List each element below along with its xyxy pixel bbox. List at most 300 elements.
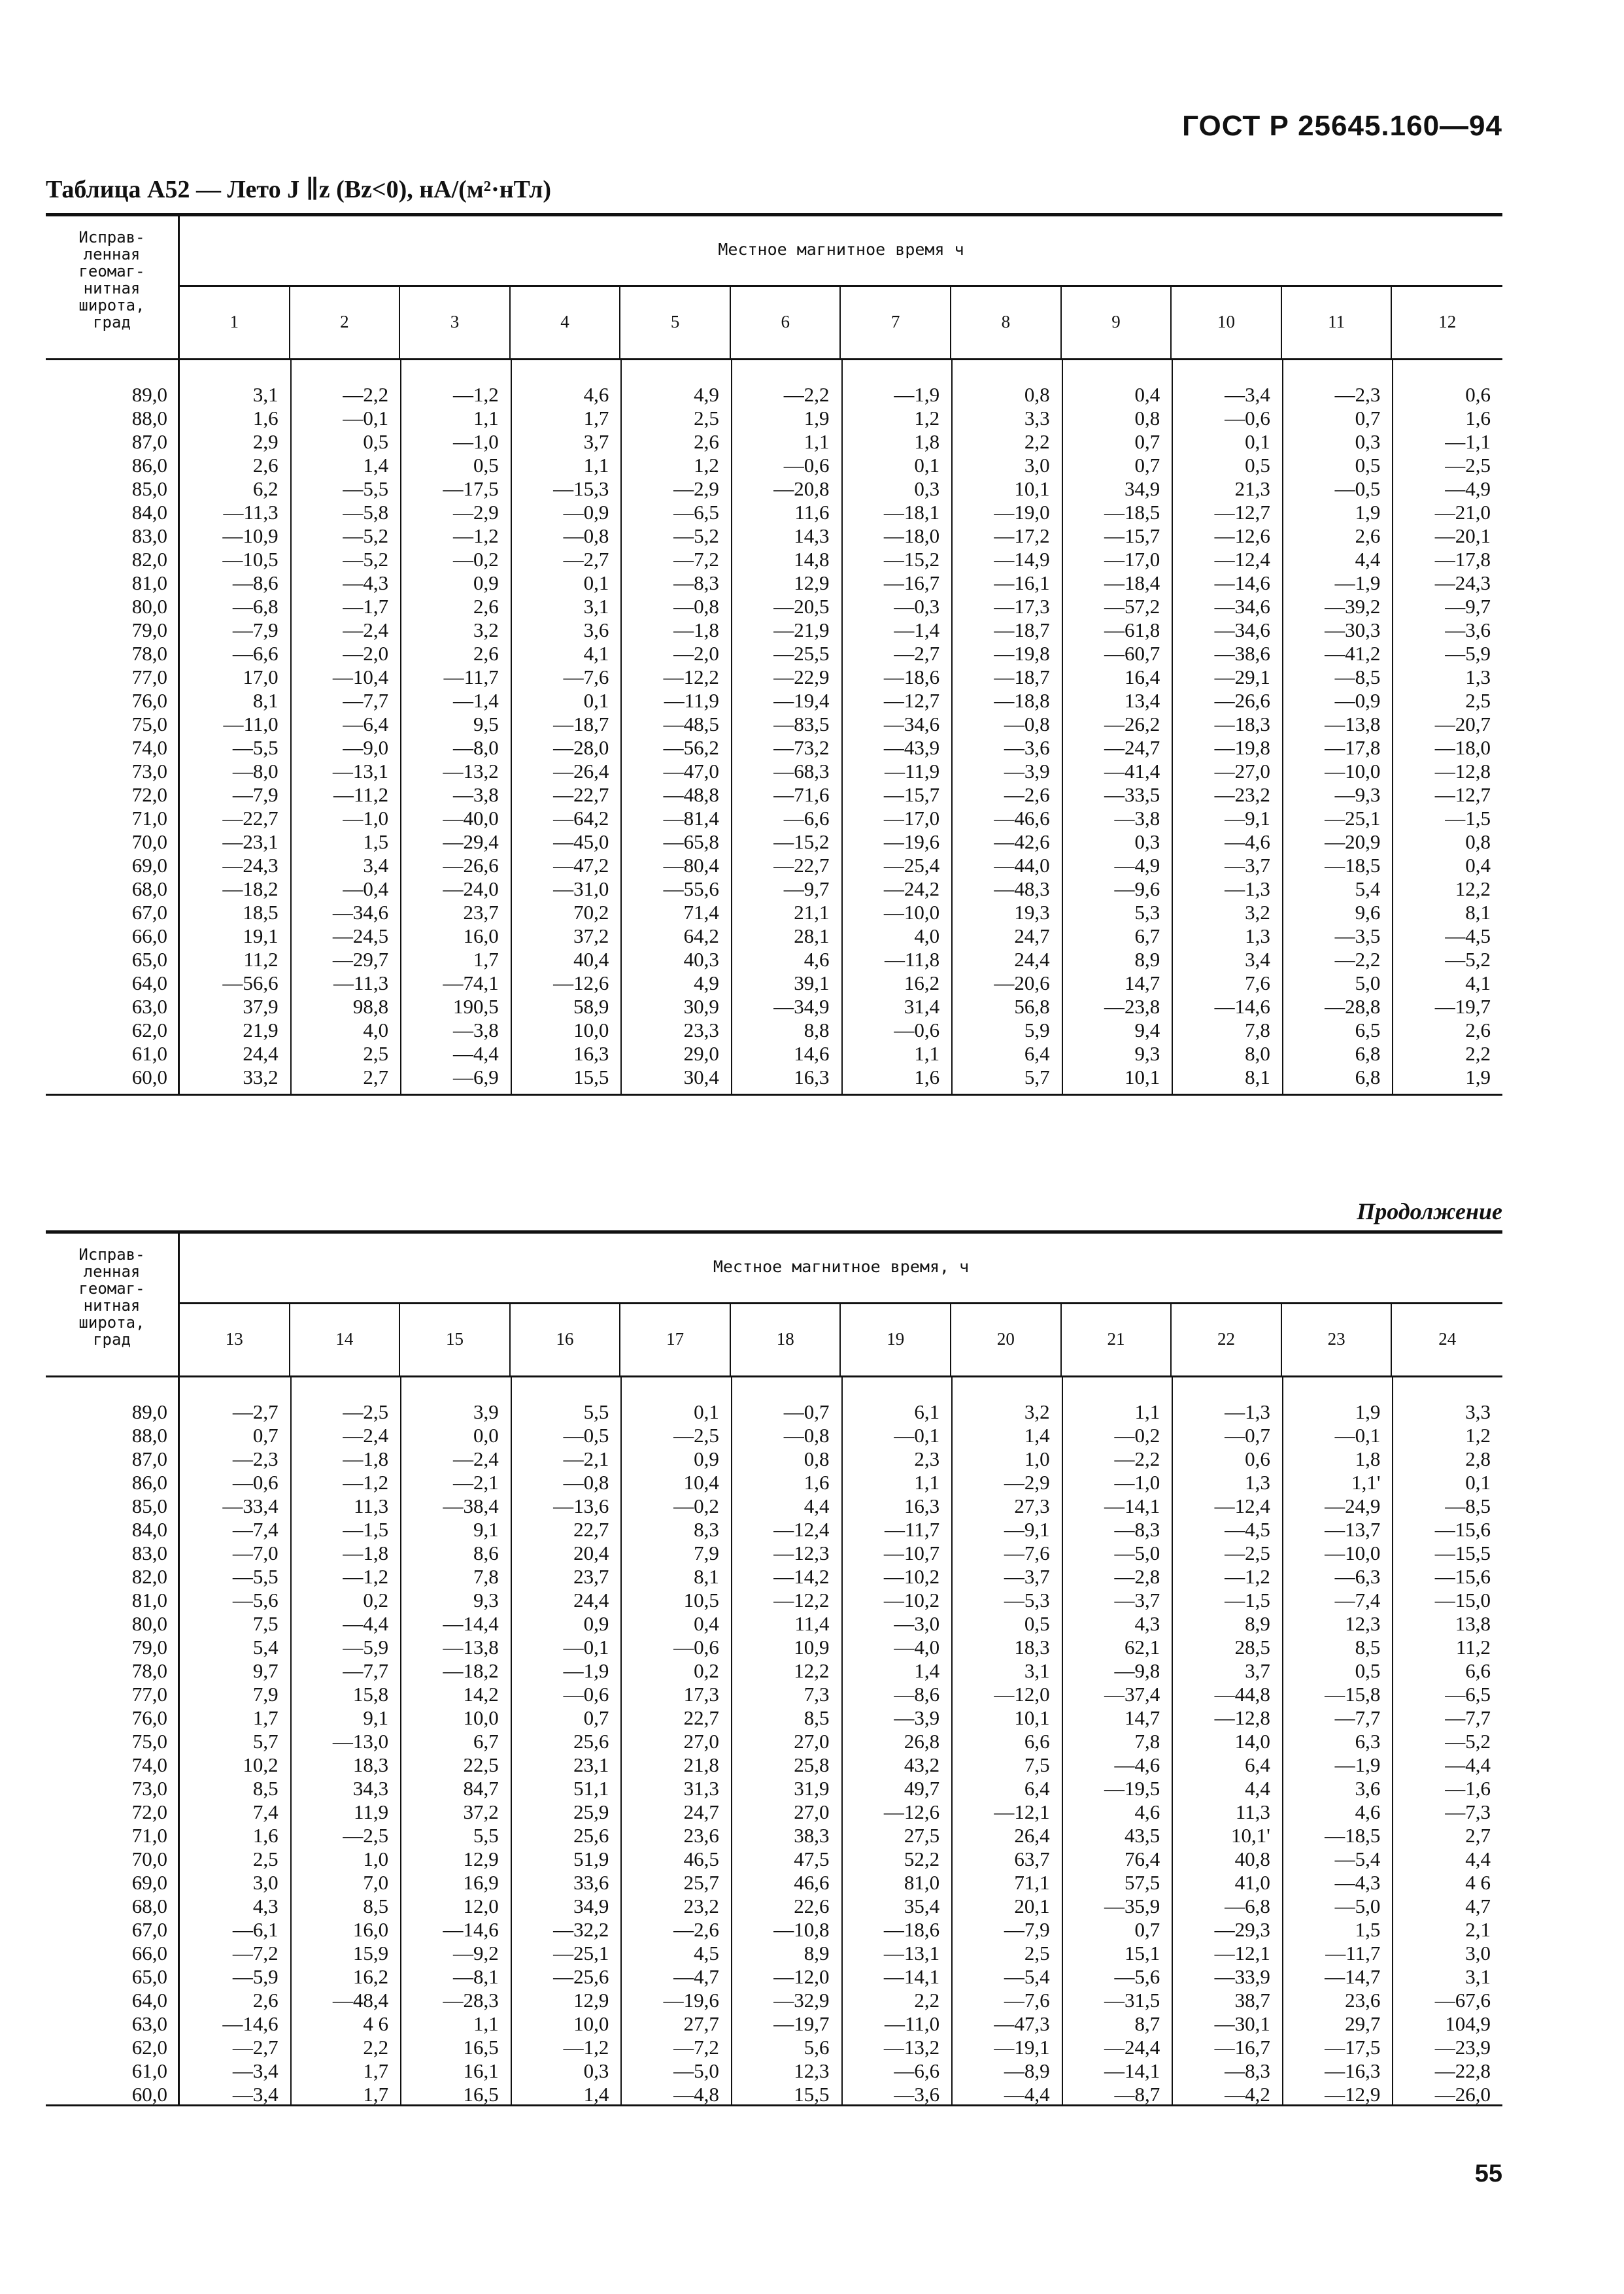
value-cell: 18,5 [243,901,279,924]
value-cell: 2,6 [252,1989,279,2012]
value-cell: —57,2 [1104,595,1160,618]
value-cell: —6,8 [1225,1895,1270,1917]
document-header: ГОСТ Р 25645.160—94 [1182,110,1502,142]
latitude-cell: 70,0 [131,830,167,853]
table-row [46,689,1502,713]
value-cell: —34,9 [773,995,830,1018]
value-cell: 9,3 [473,1589,499,1611]
value-cell: 8,1 [1465,901,1491,924]
value-cell: 1,1 [914,1471,940,1494]
value-cell: —65,8 [663,830,719,853]
value-cell: —0,1 [1334,1424,1381,1447]
value-cell: —18,2 [443,1659,499,1682]
value-cell: 4,9 [694,383,719,406]
value-cell: —18,2 [222,877,279,900]
hour-header: 7 [841,285,951,358]
value-cell: —15,8 [1325,1683,1381,1706]
table-row [46,1659,1502,1683]
latitude-cell: 76,0 [131,1706,167,1729]
value-cell: 1,3 [1465,666,1491,688]
value-cell: —10,0 [1325,1542,1381,1564]
value-cell: 14,7 [1124,1706,1160,1729]
value-cell: 27,0 [683,1730,719,1753]
value-cell: —5,3 [1004,1589,1050,1611]
value-cell: —19,6 [883,830,940,853]
value-cell: —64,2 [553,807,609,830]
value-cell: —2,9 [452,501,499,524]
value-cell: —16,7 [1214,2036,1270,2059]
value-cell: 1,7 [363,2059,389,2082]
value-cell: —7,0 [232,1542,279,1564]
value-cell: 70,2 [573,901,609,924]
table-row [46,1730,1502,1753]
value-cell: 3,2 [473,618,499,641]
value-cell: —28,0 [553,736,609,759]
value-cell: —15,3 [553,477,609,500]
value-cell: —3,7 [1004,1565,1050,1588]
value-cell: —9,0 [343,736,389,759]
latitude-cell: 68,0 [131,877,167,900]
value-cell: —4,4 [1445,1753,1491,1776]
hour-header: 20 [951,1302,1062,1375]
value-cell: —41,2 [1325,642,1381,665]
table-row [46,995,1502,1019]
value-cell: —3,5 [1334,924,1381,947]
lat-header-line: широта, [78,1313,145,1332]
value-cell: —5,2 [1445,948,1491,971]
value-cell: —25,5 [773,642,830,665]
hour-header: 1 [180,285,290,358]
value-cell: 0,2 [694,1659,719,1682]
value-cell: —26,0 [1434,2083,1491,2106]
value-cell: —1,5 [343,1518,389,1541]
value-cell: 19,3 [1014,901,1050,924]
hours-row [178,1302,1502,1375]
value-cell: 0,8 [1134,407,1160,430]
value-cell: 0,7 [252,1424,279,1447]
table-row [46,1706,1502,1730]
value-cell: —20,6 [994,971,1050,994]
latitude-cell: 78,0 [131,1659,167,1682]
value-cell: —30,3 [1325,618,1381,641]
value-cell: —7,6 [1004,1989,1050,2012]
table-hours-13-24 [46,1230,1502,2106]
value-cell: —14,1 [883,1965,940,1988]
value-cell: 0,9 [694,1447,719,1470]
value-cell: —8,1 [452,1965,499,1988]
latitude-cell: 64,0 [131,1989,167,2012]
value-cell: 0,3 [1355,430,1381,453]
value-cell: 1,7 [473,948,499,971]
value-cell: 1,7 [583,407,609,430]
value-cell: 14,8 [794,548,830,571]
value-cell: —23,1 [222,830,279,853]
table-row [46,1042,1502,1066]
value-cell: —0,1 [343,407,389,430]
value-cell: —2,4 [343,1424,389,1447]
value-cell: —13,1 [332,760,389,783]
value-cell: —5,0 [1114,1542,1160,1564]
value-cell: 2,6 [473,595,499,618]
latitude-cell: 69,0 [131,854,167,877]
value-cell: —11,3 [333,971,389,994]
value-cell: —5,8 [343,501,389,524]
value-cell: 10,1 [1014,477,1050,500]
value-cell: 16,0 [352,1918,389,1941]
value-cell: —2,7 [232,1400,279,1423]
value-cell: 98,8 [352,995,389,1018]
value-cell: —5,6 [1114,1965,1160,1988]
latitude-column-header [46,1230,178,1375]
value-cell: 23,7 [463,901,499,924]
value-cell: 15,8 [352,1683,389,1706]
value-cell: —11,9 [884,760,940,783]
value-cell: —11,0 [884,2012,940,2035]
value-cell: —23,2 [1214,783,1270,806]
value-cell: —71,6 [773,783,830,806]
value-cell: 2,2 [914,1989,940,2012]
value-cell: —1,8 [343,1447,389,1470]
table-row [46,948,1502,971]
value-cell: 23,7 [573,1565,609,1588]
value-cell: —18,4 [1104,571,1160,594]
latitude-cell: 67,0 [131,901,167,924]
lat-header-line: Исправ- [78,1245,145,1264]
value-cell: —0,2 [673,1494,719,1517]
value-cell: —34,6 [332,901,389,924]
value-cell: 16,2 [904,971,940,994]
value-cell: 2,6 [1355,524,1381,547]
value-cell: 1,3 [1245,924,1270,947]
value-cell: 3,1 [583,595,609,618]
value-cell: 41,0 [1234,1871,1270,1894]
value-cell: —1,3 [1225,877,1270,900]
value-cell: 0,1 [583,689,609,712]
value-cell: —0,3 [894,595,940,618]
value-cell: 7,4 [252,1800,279,1823]
latitude-cell: 84,0 [131,1518,167,1541]
value-cell: 4,6 [804,948,830,971]
value-cell: 1,2 [694,454,719,477]
value-cell: —10,0 [883,901,940,924]
value-cell: 11,4 [794,1612,830,1635]
continuation-label: Продолжение [1357,1198,1502,1224]
table-row [46,1612,1502,1636]
table-row [46,807,1502,830]
value-cell: —26,2 [1104,713,1160,735]
table-row [46,477,1502,501]
value-cell: —11,7 [884,1518,940,1541]
value-cell: 7,6 [1245,971,1270,994]
value-cell: —5,0 [673,2059,719,2082]
value-cell: —5,9 [343,1636,389,1659]
latitude-cell: 88,0 [131,407,167,430]
value-cell: 1,5 [1355,1918,1381,1941]
value-cell: 4,4 [1355,548,1381,571]
value-cell: —6,6 [894,2059,940,2082]
value-cell: —37,4 [1104,1683,1160,1706]
latitude-cell: 65,0 [131,948,167,971]
value-cell: —23,9 [1434,2036,1491,2059]
latitude-cell: 83,0 [131,524,167,547]
value-cell: 30,9 [683,995,719,1018]
value-cell: 1,6 [252,1824,279,1847]
value-cell: 8,1 [252,689,279,712]
value-cell: 3,0 [1465,1942,1491,1965]
lat-header-line: ленная [83,245,141,263]
value-cell: —2,2 [343,383,389,406]
value-cell: —7,2 [232,1942,279,1965]
table-row [46,501,1502,524]
value-cell: 8,5 [1355,1636,1381,1659]
value-cell: —33,9 [1214,1965,1270,1988]
hour-header: 15 [400,1302,511,1375]
value-cell: —16,1 [994,571,1050,594]
value-cell: —4,2 [1225,2083,1270,2106]
value-cell: —15,5 [1434,1542,1491,1564]
value-cell: —13,2 [443,760,499,783]
value-cell: —17,5 [1325,2036,1381,2059]
value-cell: —24,0 [443,877,499,900]
value-cell: 0,7 [1355,407,1381,430]
value-cell: —25,1 [1325,807,1381,830]
value-cell: —12,9 [1325,2083,1381,2106]
value-cell: —60,7 [1104,642,1160,665]
value-cell: 22,5 [463,1753,499,1776]
value-cell: 5,7 [252,1730,279,1753]
local-magnetic-time-header: Местное магнитное время, ч [178,1230,1502,1304]
value-cell: 6,6 [1024,1730,1050,1753]
value-cell: —8,3 [1225,2059,1270,2082]
value-cell: —24,9 [1325,1494,1381,1517]
value-cell: 46,5 [683,1847,719,1870]
value-cell: —15,7 [1104,524,1160,547]
value-cell: —11,9 [664,689,719,712]
value-cell: —0,6 [894,1019,940,1041]
value-cell: 43,2 [904,1753,940,1776]
value-cell: 12,9 [463,1847,499,1870]
value-cell: —4,4 [1004,2083,1050,2106]
value-cell: —22,9 [773,666,830,688]
value-cell: 40,4 [573,948,609,971]
value-cell: —0,5 [1334,477,1381,500]
value-cell: 4,0 [363,1019,389,1041]
value-cell: —21,0 [1434,501,1491,524]
value-cell: —2,5 [343,1824,389,1847]
value-cell: —18,1 [883,501,940,524]
value-cell: 1,2 [1465,1424,1491,1447]
value-cell: 1,1 [583,454,609,477]
value-cell: —32,9 [773,1989,830,2012]
value-cell: 2,2 [1024,430,1050,453]
table-row [46,1494,1502,1518]
value-cell: —20,1 [1434,524,1491,547]
table-row [46,1424,1502,1447]
value-cell: —25,4 [883,854,940,877]
latitude-cell: 86,0 [131,1471,167,1494]
latitude-cell: 63,0 [131,2012,167,2035]
value-cell: 16,3 [904,1494,940,1517]
value-cell: —7,9 [232,783,279,806]
value-cell: —2,9 [1004,1471,1050,1494]
value-cell: —5,4 [1334,1847,1381,1870]
latitude-cell: 67,0 [131,1918,167,1941]
value-cell: —2,7 [232,2036,279,2059]
value-cell: —0,8 [1004,713,1050,735]
value-cell: —2,3 [1334,383,1381,406]
value-cell: 7,0 [363,1871,389,1894]
value-cell: 12,3 [794,2059,830,2082]
value-cell: —0,6 [673,1636,719,1659]
value-cell: 1,1 [473,2012,499,2035]
latitude-cell: 68,0 [131,1895,167,1917]
value-cell: —29,1 [1214,666,1270,688]
value-cell: —5,5 [232,736,279,759]
value-cell: 1,6 [804,1471,830,1494]
value-cell: 64,2 [683,924,719,947]
value-cell: 4 6 [363,2012,389,2035]
value-cell: 10,0 [463,1706,499,1729]
value-cell: —14,6 [222,2012,279,2035]
value-cell: 5,7 [1024,1066,1050,1088]
hours-row [178,285,1502,358]
value-cell: 15,5 [794,2083,830,2106]
value-cell: —18,5 [1325,854,1381,877]
value-cell: 2,7 [363,1066,389,1088]
value-cell: 5,0 [1355,971,1381,994]
value-cell: —13,2 [883,2036,940,2059]
table-row [46,736,1502,760]
value-cell: —44,8 [1214,1683,1270,1706]
latitude-cell: 86,0 [131,454,167,477]
value-cell: —2,9 [673,477,719,500]
value-cell: 4,3 [252,1895,279,1917]
value-cell: 3,2 [1245,901,1270,924]
latitude-cell: 60,0 [131,2083,167,2106]
value-cell: —0,9 [1334,689,1381,712]
table-body [46,1375,1502,2106]
table-row [46,2036,1502,2059]
value-cell: 26,8 [904,1730,940,1753]
value-cell: —5,5 [232,1565,279,1588]
value-cell: 10,2 [243,1753,279,1776]
value-cell: —2,2 [1334,948,1381,971]
value-cell: 23,6 [1345,1989,1381,2012]
value-cell: 3,9 [473,1400,499,1423]
value-cell: —1,1 [1445,430,1491,453]
value-cell: —12,1 [1214,1942,1270,1965]
value-cell: 25,9 [573,1800,609,1823]
value-cell: —34,6 [883,713,940,735]
value-cell: —20,8 [773,477,830,500]
hour-header: 24 [1438,1328,1457,1349]
value-cell: 11,9 [354,1800,389,1823]
value-cell: 16,3 [573,1042,609,1065]
value-cell: 8,1 [1245,1066,1270,1088]
value-cell: 8,9 [1134,948,1160,971]
latitude-cell: 75,0 [131,713,167,735]
value-cell: —14,1 [1104,2059,1160,2082]
value-cell: 1,1 [473,407,499,430]
latitude-cell: 64,0 [131,971,167,994]
value-cell: 2,2 [363,2036,389,2059]
value-cell: —5,2 [673,524,719,547]
value-cell: 23,6 [683,1824,719,1847]
value-cell: 8,6 [473,1542,499,1564]
value-cell: 0,7 [583,1706,609,1729]
value-cell: —74,1 [443,971,499,994]
value-cell: —2,5 [1445,454,1491,477]
value-cell: —11,7 [443,666,499,688]
value-cell: —5,2 [1445,1730,1491,1753]
value-cell: —10,7 [883,1542,940,1564]
value-cell: —12,4 [1214,1494,1270,1517]
value-cell: 14,0 [1234,1730,1270,1753]
value-cell: 31,9 [794,1777,830,1800]
value-cell: —6,1 [232,1918,279,1941]
value-cell: 13,8 [1455,1612,1491,1635]
value-cell: 4,1 [583,642,609,665]
value-cell: —18,6 [883,1918,940,1941]
value-cell: —19,0 [994,501,1050,524]
latitude-cell: 65,0 [131,1965,167,1988]
value-cell: 8,5 [804,1706,830,1729]
table-row [46,1847,1502,1871]
value-cell: 76,4 [1124,1847,1160,1870]
value-cell: —31,0 [553,877,609,900]
value-cell: 6,8 [1355,1042,1381,1065]
value-cell: —3,4 [232,2059,279,2082]
table-row [46,1777,1502,1800]
value-cell: —0,6 [563,1683,609,1706]
value-cell: 2,5 [694,407,719,430]
value-cell: —3,7 [1114,1589,1160,1611]
value-cell: 43,5 [1124,1824,1160,1847]
value-cell: —29,7 [332,948,389,971]
value-cell: 12,9 [573,1989,609,2012]
value-cell: —1,6 [1445,1777,1491,1800]
value-cell: 9,1 [363,1706,389,1729]
value-cell: —14,6 [443,1918,499,1941]
value-cell: 12,3 [1345,1612,1381,1635]
value-cell: 0,1 [694,1400,719,1423]
value-cell: 6,4 [1245,1753,1270,1776]
hour-header: 14 [290,1302,401,1375]
value-cell: —2,2 [783,383,830,406]
value-cell: 40,3 [683,948,719,971]
value-cell: 3,0 [252,1871,279,1894]
value-cell: —8,6 [232,571,279,594]
value-cell: 24,4 [243,1042,279,1065]
value-cell: —20,9 [1325,830,1381,853]
value-cell: 11,3 [1235,1800,1270,1823]
value-cell: 0,3 [583,2059,609,2082]
value-cell: —6,6 [232,642,279,665]
table-row [46,666,1502,689]
table-row [46,1589,1502,1612]
value-cell: —1,2 [452,524,499,547]
latitude-cell: 78,0 [131,642,167,665]
value-cell: 0,8 [804,1447,830,1470]
value-cell: —1,5 [1225,1589,1270,1611]
value-cell: —9,2 [452,1942,499,1965]
table-row [46,1447,1502,1471]
value-cell: 6,6 [1465,1659,1491,1682]
latitude-cell: 80,0 [131,595,167,618]
latitude-cell: 84,0 [131,501,167,524]
value-cell: 0,5 [1245,454,1270,477]
value-cell: 27,0 [794,1800,830,1823]
